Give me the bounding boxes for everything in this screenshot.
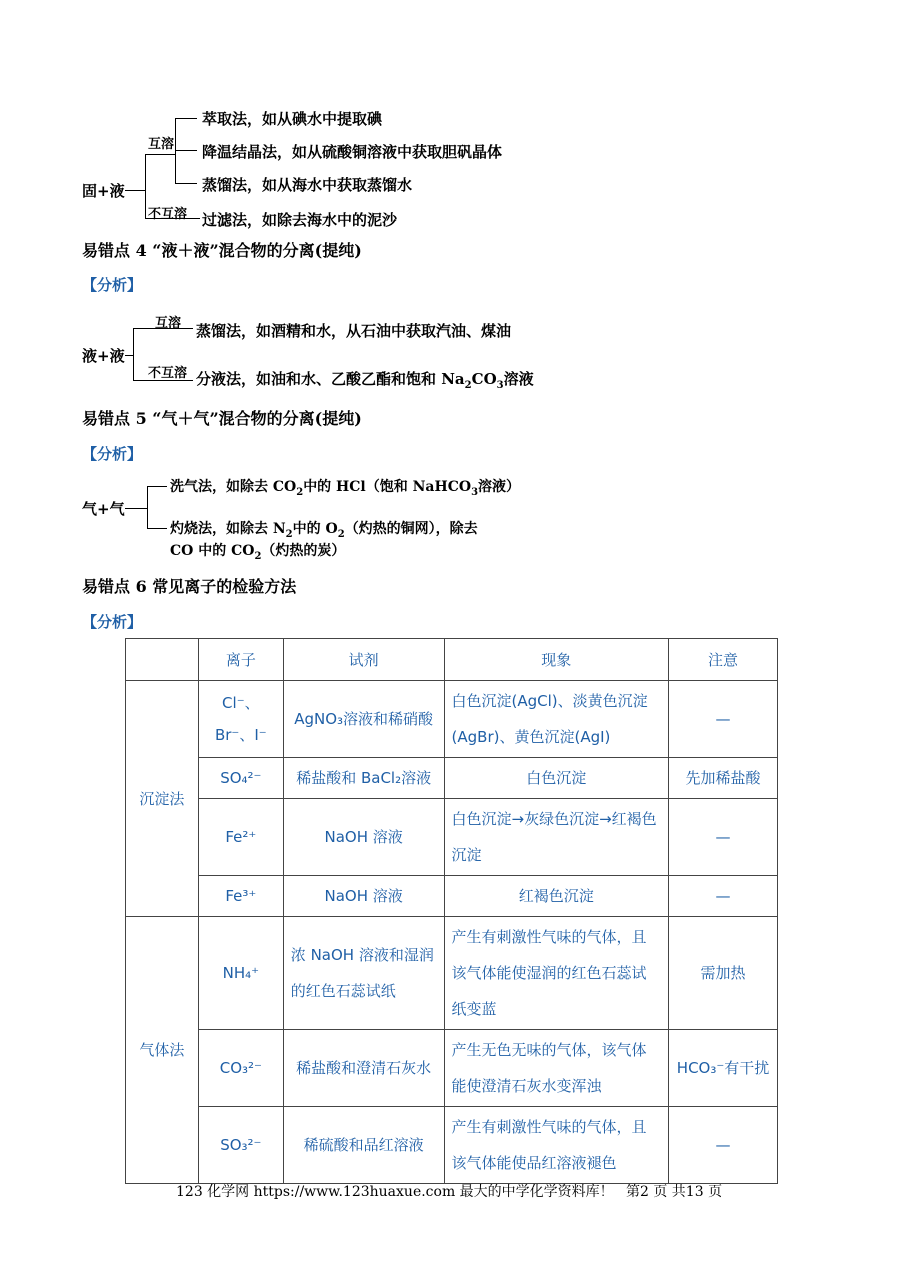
table-header: 注意: [669, 639, 778, 681]
reagent-cell: NaOH 溶液: [283, 799, 444, 876]
reagent-cell: 稀盐酸和 BaCl₂溶液: [283, 758, 444, 799]
ion-cell: Fe³⁺: [198, 876, 283, 917]
section-heading: 易错点 6 常见离子的检验方法: [82, 577, 297, 596]
connector: [147, 528, 167, 529]
table-header: 离子: [198, 639, 283, 681]
connector: [175, 150, 197, 151]
ion-cell: NH₄⁺: [198, 917, 283, 1030]
connector: [147, 486, 148, 528]
table-row: [126, 681, 778, 758]
liquid-liquid-label: 液+液: [82, 347, 125, 365]
mutual-label: 互溶: [155, 316, 182, 331]
note-cell: 需加热: [669, 917, 778, 1030]
connector: [125, 355, 133, 356]
phenomenon-cell: 产生有刺激性气味的气体，且该气体能使品红溶液褪色: [444, 1107, 669, 1184]
connector: [133, 328, 134, 380]
connector: [145, 154, 146, 218]
phenomenon-cell: 红褐色沉淀: [444, 876, 669, 917]
note-cell: —: [669, 799, 778, 876]
note-cell: —: [669, 876, 778, 917]
method-item: 洗气法，如除去 $CO_2$中的 HCl（饱和 NaHCO$_3$溶液）: [170, 479, 521, 498]
note-cell: —: [669, 1107, 778, 1184]
non-mutual-label: 不互溶: [148, 207, 188, 222]
method-item: 萃取法，如从碘水中提取碘: [202, 110, 383, 128]
group-label: 沉淀法: [126, 681, 199, 917]
ion-cell: SO₃²⁻: [198, 1107, 283, 1184]
connector: [125, 508, 147, 509]
reagent-cell: 稀硫酸和品红溶液: [283, 1107, 444, 1184]
ion-test-table: [125, 638, 778, 1184]
note-cell: —: [669, 681, 778, 758]
reagent-cell: 稀盐酸和澄清石灰水: [283, 1030, 444, 1107]
table-row: [126, 1030, 778, 1107]
table-row: [126, 799, 778, 876]
solid-liquid-label: 固+液: [82, 182, 125, 200]
phenomenon-cell: 白色沉淀: [444, 758, 669, 799]
table-header: 现象: [444, 639, 669, 681]
method-item: 过滤法，如除去海水中的泥沙: [202, 211, 398, 229]
connector: [147, 486, 167, 487]
table-row: [126, 917, 778, 1030]
ion-cell: Fe²⁺: [198, 799, 283, 876]
analysis-label: 【分析】: [82, 276, 143, 294]
reagent-cell: AgNO₃溶液和稀硝酸: [283, 681, 444, 758]
connector: [175, 118, 197, 119]
phenomenon-cell: 白色沉淀(AgCl)、淡黄色沉淀(AgBr)、黄色沉淀(AgI): [444, 681, 669, 758]
table-row: [126, 1107, 778, 1184]
method-item: 降温结晶法，如从硫酸铜溶液中获取胆矾晶体: [202, 143, 503, 161]
gas-gas-label: 气+气: [82, 500, 125, 518]
method-item: 蒸馏法，如从海水中获取蒸馏水: [202, 176, 413, 194]
ion-cell: CO₃²⁻: [198, 1030, 283, 1107]
phenomenon-cell: 产生有刺激性气味的气体，且该气体能使湿润的红色石蕊试纸变蓝: [444, 917, 669, 1030]
method-item: 灼烧法，如除去 $N_2$中的 $O_2$（灼热的铜网），除去: [170, 521, 478, 540]
connector: [125, 190, 145, 191]
connector: [175, 183, 197, 184]
phenomenon-cell: 产生无色无味的气体，该气体能使澄清石灰水变浑浊: [444, 1030, 669, 1107]
footer-site: 123 化学网 https://www.123huaxue.com 最大的中学化学资料库！: [176, 1184, 614, 1200]
table-header: 试剂: [283, 639, 444, 681]
group-label: 气体法: [126, 917, 199, 1184]
table-row: [126, 876, 778, 917]
note-cell: 先加稀盐酸: [669, 758, 778, 799]
ion-cell: SO₄²⁻: [198, 758, 283, 799]
reagent-cell: NaOH 溶液: [283, 876, 444, 917]
analysis-label: 【分析】: [82, 445, 143, 463]
section-heading: 易错点 4 “液＋液”混合物的分离(提纯): [82, 241, 362, 260]
connector: [145, 154, 175, 155]
non-mutual-label: 不互溶: [148, 366, 188, 381]
analysis-label: 【分析】: [82, 613, 143, 631]
phenomenon-cell: 白色沉淀→灰绿色沉淀→红褐色沉淀: [444, 799, 669, 876]
table-row: [126, 758, 778, 799]
table-header-row: [126, 639, 778, 681]
ion-cell: Cl⁻、Br⁻、I⁻: [198, 681, 283, 758]
section-heading: 易错点 5 “气＋气”混合物的分离(提纯): [82, 409, 362, 428]
table-header-blank: [126, 639, 199, 681]
note-cell: HCO₃⁻有干扰: [669, 1030, 778, 1107]
footer-page-number: 第2 页 共13 页: [626, 1184, 723, 1200]
method-item: CO 中的 $CO_2$（灼热的炭）: [170, 543, 346, 562]
mutual-label: 互溶: [148, 137, 175, 152]
method-item: 蒸馏法，如酒精和水，从石油中获取汽油、煤油: [196, 322, 512, 340]
method-item: 分液法，如油和水、乙酸乙酯和饱和 $Na_2CO_3$溶液: [196, 370, 534, 391]
reagent-cell: 浓 NaOH 溶液和湿润的红色石蕊试纸: [283, 917, 444, 1030]
